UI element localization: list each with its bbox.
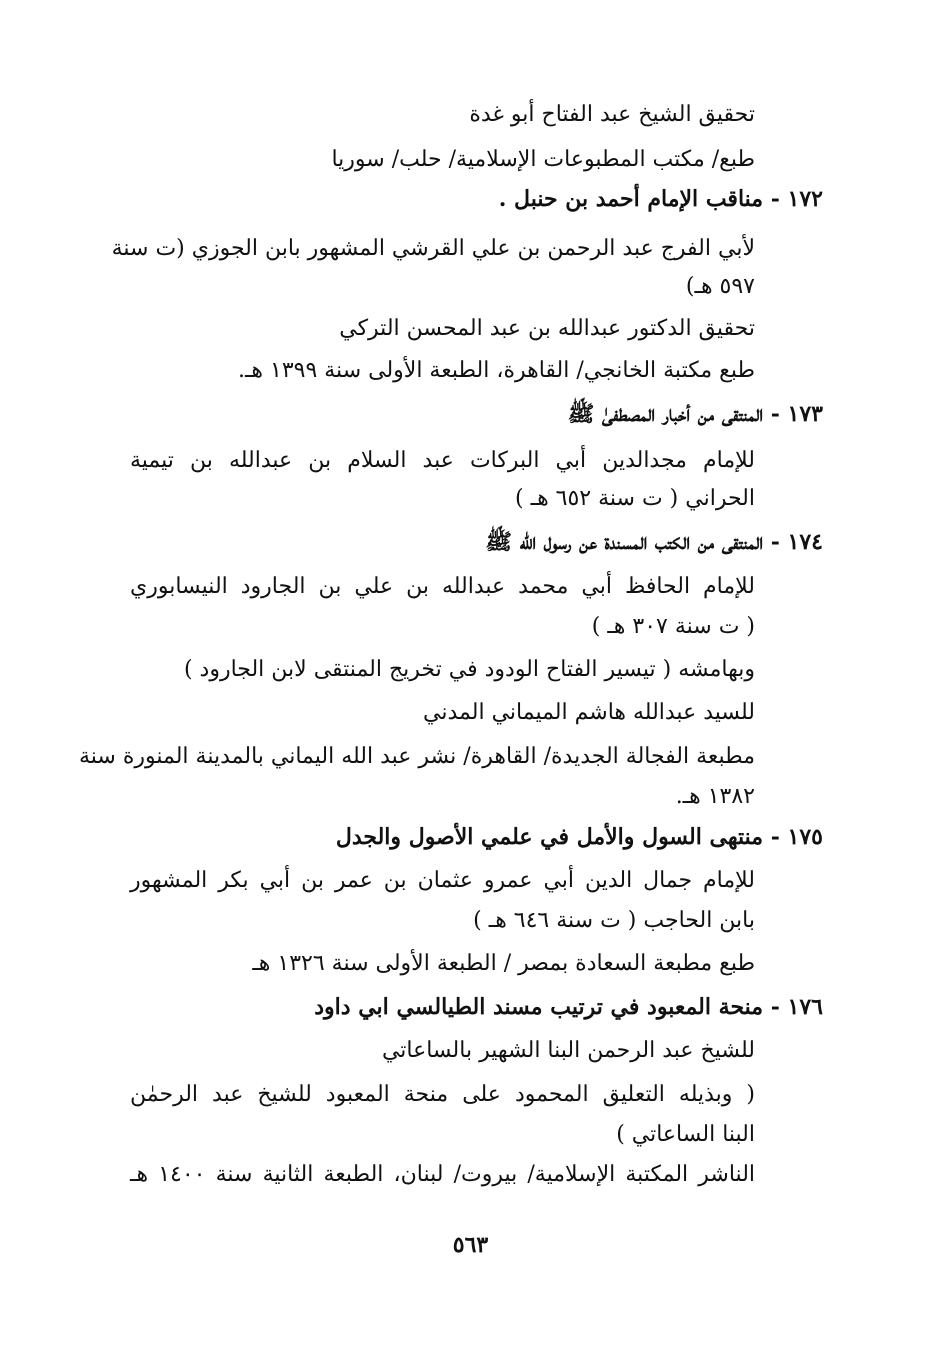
entry-number: ١٧٤ -: [770, 529, 823, 555]
text-line: الحراني ( ت سنة ٦٥٢ هـ ): [515, 486, 755, 511]
text-line: للإمام الحافظ أبي محمد عبدالله بن علي بن الجارود النيسابوري: [130, 574, 755, 599]
text-line: بابن الحاجب ( ت سنة ٦٤٦ هـ ): [473, 908, 755, 933]
entry-172: [499, 184, 823, 214]
entry-number: ١٧٥ -: [770, 824, 823, 850]
entry-title: المنتقى من الكتب المسندة عن رسول الله ﷺ: [485, 529, 764, 555]
text-line: ٥٩٧ هـ): [685, 274, 755, 299]
text-line: للشيخ عبد الرحمن البنا الشهير بالساعاتي: [381, 1038, 755, 1063]
text-line: للإمام جمال الدين أبي عمرو عثمان بن عمر بن أبي بكر المشهور: [130, 868, 755, 893]
entry-title: منتهى السول والأمل في علمي الأصول والجدل: [335, 824, 764, 850]
page-number: ٥٦٣: [452, 1232, 489, 1258]
text-line: طبع مكتبة الخانجي/ القاهرة، الطبعة الأولى سنة ١٣٩٩ هـ.: [237, 358, 755, 383]
text-line: ١٣٨٢ هـ.: [675, 784, 755, 809]
text-line: وبهامشه ( تيسير الفتاح الودود في تخريج المنتقى لابن الجارود ): [183, 657, 755, 682]
text-line: لأبي الفرج عبد الرحمن بن علي القرشي المشهور بابن الجوزي (ت سنة: [111, 236, 755, 261]
entry-title: المنتقى من أخبار المصطفىٰ ﷺ: [567, 401, 764, 427]
entry-title: منحة المعبود في ترتيب مسند الطيالسي ابي داود: [314, 994, 764, 1020]
text-line: مطبعة الفجالة الجديدة/ القاهرة/ نشر عبد الله اليماني بالمدينة المنورة سنة: [79, 744, 755, 769]
text-line: البنا الساعاتي ): [616, 1122, 755, 1147]
text-line: تحقيق الدكتور عبدالله بن عبد المحسن التركي: [339, 316, 755, 341]
text-line: للإمام مجدالدين أبي البركات عبد السلام بن عبدالله بن تيمية: [130, 448, 755, 473]
text-line: تحقيق الشيخ عبد الفتاح أبو غدة: [469, 102, 755, 127]
entry-175: [336, 822, 823, 852]
entry-title: مناقب الإمام أحمد بن حنبل .: [498, 186, 764, 212]
entry-number: ١٧٦ -: [770, 994, 823, 1020]
text-line: طبع مطبعة السعادة بمصر / الطبعة الأولى سنة ١٣٢٦ هـ: [252, 951, 755, 976]
text-line: الناشر المكتبة الإسلامية/ بيروت/ لبنان، الطبعة الثانية سنة ١٤٠٠ هـ: [130, 1162, 756, 1187]
entry-173: [568, 399, 823, 429]
entry-174: [485, 527, 823, 557]
text-line: للسيد عبدالله هاشم الميماني المدني: [423, 700, 755, 725]
entry-176: [314, 992, 823, 1022]
entry-number: ١٧٣ -: [770, 401, 823, 427]
text-line: ( ت سنة ٣٠٧ هـ ): [591, 614, 755, 639]
text-line: طبع/ مكتب المطبوعات الإسلامية/ حلب/ سوريا: [331, 147, 755, 172]
text-line: ( وبذيله التعليق المحمود على منحة المعبود للشيخ عبد الرحمٰن: [130, 1082, 755, 1107]
entry-number: ١٧٢ -: [770, 186, 823, 212]
